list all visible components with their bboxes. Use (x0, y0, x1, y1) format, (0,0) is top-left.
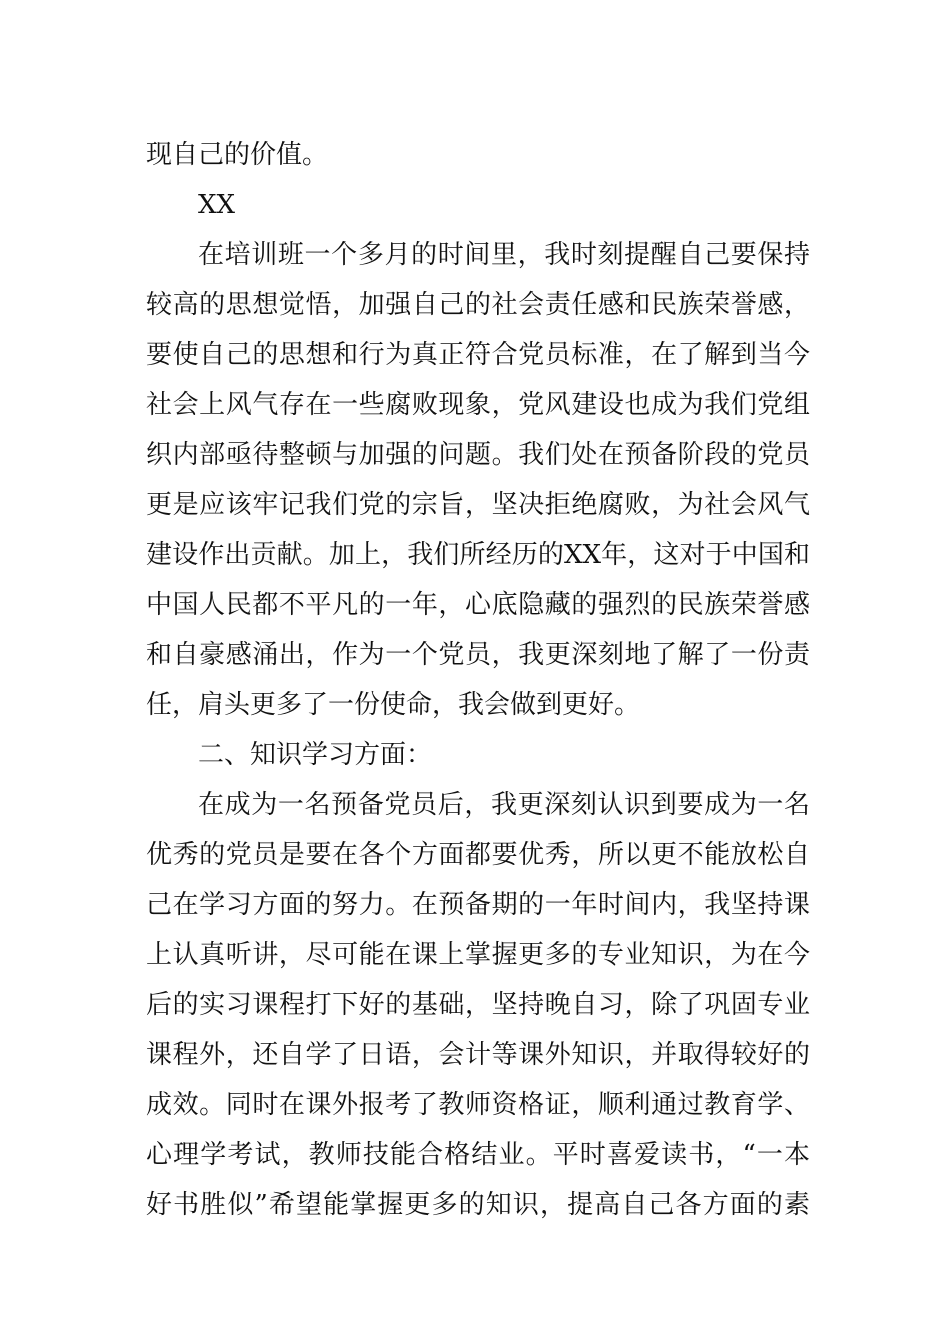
text-line: 织内部亟待整顿与加强的问题。我们处在预备阶段的党员 (146, 440, 810, 470)
text-line: 更是应该牢记我们党的宗旨，坚决拒绝腐败，为社会风气 (146, 490, 810, 520)
text-line: 较高的思想觉悟，加强自己的社会责任感和民族荣誉感， (146, 290, 810, 320)
text-line: 要使自己的思想和行为真正符合党员标准，在了解到当今 (146, 340, 810, 370)
text-line: 好书胜似”希望能掌握更多的知识，提高自己各方面的素 (146, 1190, 810, 1220)
document-body (146, 130, 810, 1230)
text-line: 后的实习课程打下好的基础，坚持晚自习，除了巩固专业 (146, 990, 810, 1020)
text-line: 中国人民都不平凡的一年，心底隐藏的强烈的民族荣誉感 (146, 590, 810, 620)
text-line: 心理学考试，教师技能合格结业。平时喜爱读书，“一本 (146, 1140, 810, 1170)
text-line: 课程外，还自学了日语，会计等课外知识，并取得较好的 (146, 1040, 810, 1070)
text-line: 优秀的党员是要在各个方面都要优秀，所以更不能放松自 (146, 840, 810, 870)
text-line: 己在学习方面的努力。在预备期的一年时间内，我坚持课 (146, 890, 810, 920)
text-line: 现自己的价值。 (146, 140, 329, 170)
text-line: 建设作出贡献。加上，我们所经历的XX年，这对于中国和 (146, 540, 810, 570)
text-line: 在培训班一个多月的时间里，我时刻提醒自己要保持 (198, 240, 810, 270)
text-line: 上认真听讲，尽可能在课上掌握更多的专业知识，为在今 (146, 940, 810, 970)
text-line: XX (198, 190, 236, 220)
text-line: 在成为一名预备党员后，我更深刻认识到要成为一名 (198, 790, 810, 820)
text-line: 和自豪感涌出，作为一个党员，我更深刻地了解了一份责 (146, 640, 810, 670)
text-line: 成效。同时在课外报考了教师资格证，顺利通过教育学、 (146, 1090, 810, 1120)
text-line: 二、知识学习方面： (198, 740, 433, 770)
text-line: 任，肩头更多了一份使命，我会做到更好。 (146, 690, 641, 720)
text-line: 社会上风气存在一些腐败现象，党风建设也成为我们党组 (146, 390, 810, 420)
